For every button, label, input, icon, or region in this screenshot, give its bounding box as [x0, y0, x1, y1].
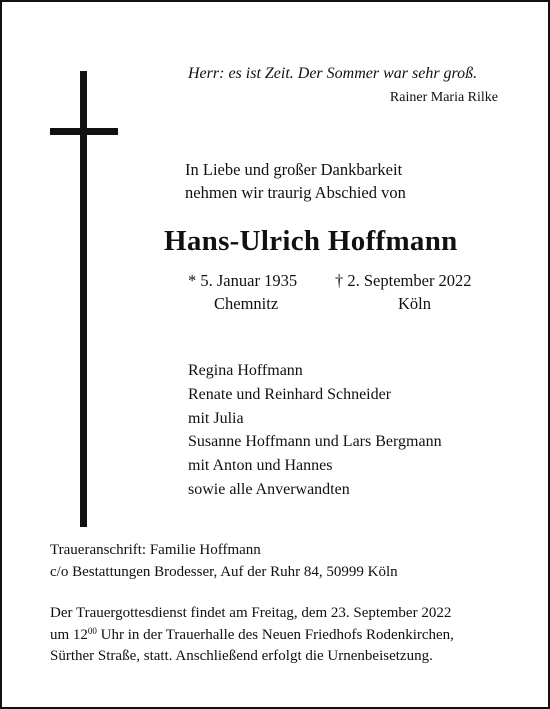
- deceased-name: Hans-Ulrich Hoffmann: [164, 225, 458, 257]
- service-line-2: [50, 625, 454, 647]
- mourner-line: mit Anton und Hannes: [188, 457, 333, 475]
- address-line-2: c/o Bestattungen Brodesser, Auf der Ruhr 84, 50999 Köln: [50, 563, 398, 580]
- service-info: [50, 603, 454, 668]
- mourners-list: [188, 359, 442, 502]
- service-time-hour: um 12: [50, 626, 88, 643]
- mourner-line: Renate und Reinhard Schneider: [188, 385, 392, 403]
- service-line-3: Sürther Straße, statt. Anschließend erfolgt die Urnenbeisetzung.: [50, 648, 433, 664]
- mourning-address: [50, 540, 398, 583]
- birth-date: * 5. Januar 1935: [188, 271, 298, 290]
- mourner-line: Susanne Hoffmann und Lars Bergmann: [188, 433, 442, 451]
- mourner-line: sowie alle Anverwandten: [188, 480, 350, 498]
- service-line-2-rest: Uhr in der Trauerhalle des Neuen Friedhofs Rodenkirchen,: [96, 626, 454, 643]
- mourner-line: mit Julia: [188, 409, 244, 427]
- death-place: Köln: [398, 294, 431, 313]
- service-time-minutes: 00: [87, 625, 97, 636]
- intro-text: [185, 159, 406, 204]
- mourner-line: Regina Hoffmann: [188, 362, 303, 379]
- cross-icon-vertical-bar: [80, 71, 87, 527]
- intro-line-2: nehmen wir traurig Abschied von: [185, 182, 406, 202]
- death-date: † 2. September 2022: [335, 271, 472, 290]
- intro-line-1: In Liebe und großer Dankbarkeit: [185, 160, 403, 179]
- cross-icon-horizontal-bar: [50, 128, 118, 135]
- address-line-1: Traueranschrift: Familie Hoffmann: [50, 542, 261, 558]
- quote-text: Herr: es ist Zeit. Der Sommer war sehr groß.: [188, 65, 478, 82]
- quote-author: Rainer Maria Rilke: [389, 90, 498, 105]
- birth-place: Chemnitz: [214, 294, 279, 313]
- service-line-1: Der Trauergottesdienst findet am Freitag, dem 23. September 2022: [50, 605, 452, 621]
